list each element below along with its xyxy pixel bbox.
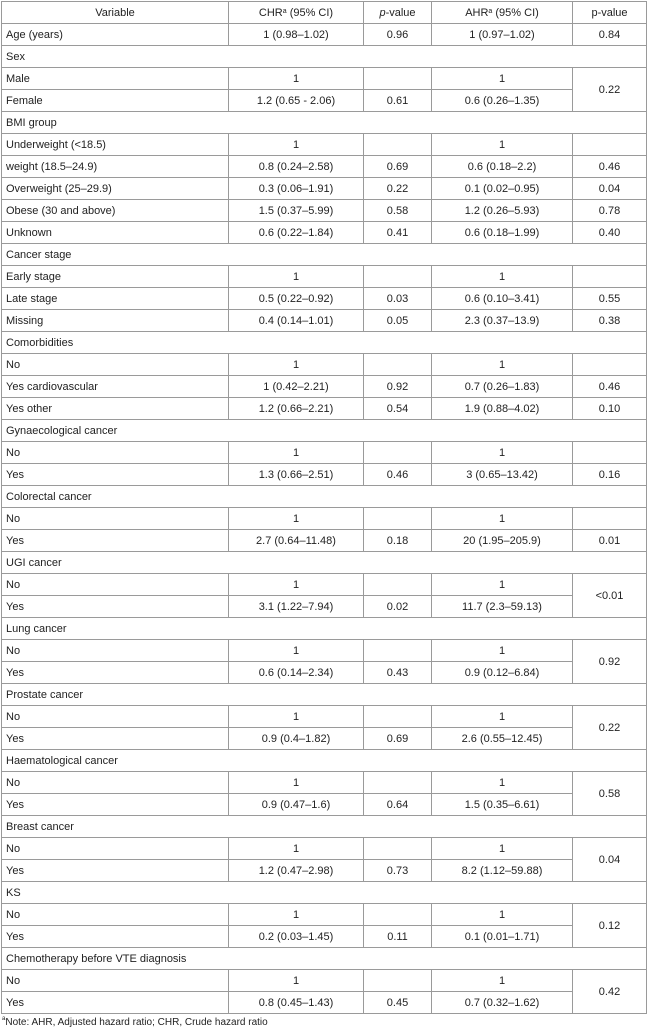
chr-cell: 0.8 (0.24–2.58): [229, 156, 364, 178]
adjusted-p-value-cell: 0.22: [573, 706, 647, 750]
table-row: [2, 200, 647, 222]
p-value-cell: 0.64: [364, 794, 432, 816]
adjusted-p-value-cell: 0.38: [573, 310, 647, 332]
group-title: Cancer stage: [2, 244, 647, 266]
variable-cell: Late stage: [2, 288, 229, 310]
ahr-cell: 1: [432, 772, 573, 794]
p-value-cell: 0.58: [364, 200, 432, 222]
table-row: [2, 706, 647, 728]
group-heading-row: [2, 816, 647, 838]
group-heading-row: [2, 882, 647, 904]
p-value-cell: [364, 772, 432, 794]
variable-cell: Yes: [2, 464, 229, 486]
p-value-cell: 0.18: [364, 530, 432, 552]
ahr-cell: 1: [432, 970, 573, 992]
chr-cell: 1.2 (0.66–2.21): [229, 398, 364, 420]
adjusted-p-value-cell: <0.01: [573, 574, 647, 618]
table-row: [2, 662, 647, 684]
chr-cell: 1: [229, 904, 364, 926]
table-row: [2, 178, 647, 200]
variable-cell: Female: [2, 90, 229, 112]
adjusted-p-value-cell: 0.16: [573, 464, 647, 486]
ahr-cell: 0.9 (0.12–6.84): [432, 662, 573, 684]
group-heading-row: [2, 618, 647, 640]
p-value-cell: 0.41: [364, 222, 432, 244]
ahr-cell: 1: [432, 354, 573, 376]
p-value-cell: 0.11: [364, 926, 432, 948]
chr-cell: 1: [229, 442, 364, 464]
group-title: KS: [2, 882, 647, 904]
group-heading-row: [2, 552, 647, 574]
chr-cell: 0.2 (0.03–1.45): [229, 926, 364, 948]
ahr-cell: 1: [432, 266, 573, 288]
ahr-cell: 1: [432, 706, 573, 728]
ahr-cell: 1: [432, 574, 573, 596]
ahr-cell: 0.7 (0.32–1.62): [432, 992, 573, 1014]
table-row: [2, 90, 647, 112]
p-value-cell: 0.69: [364, 156, 432, 178]
p-value-cell: 0.46: [364, 464, 432, 486]
ahr-cell: 3 (0.65–13.42): [432, 464, 573, 486]
variable-cell: No: [2, 772, 229, 794]
p-value-cell: 0.96: [364, 24, 432, 46]
chr-cell: 0.4 (0.14–1.01): [229, 310, 364, 332]
variable-cell: No: [2, 706, 229, 728]
p-value-cell: [364, 134, 432, 156]
p-value-cell: [364, 442, 432, 464]
group-title: Gynaecological cancer: [2, 420, 647, 442]
table-row: [2, 24, 647, 46]
adjusted-p-value-cell: [573, 442, 647, 464]
variable-cell: Age (years): [2, 24, 229, 46]
table-row: [2, 310, 647, 332]
chr-cell: 1: [229, 266, 364, 288]
group-heading-row: [2, 112, 647, 134]
adjusted-p-value-cell: 0.55: [573, 288, 647, 310]
group-heading-row: [2, 332, 647, 354]
chr-cell: 1 (0.42–2.21): [229, 376, 364, 398]
adjusted-p-value-cell: 0.78: [573, 200, 647, 222]
variable-cell: Overweight (25–29.9): [2, 178, 229, 200]
p-value-cell: 0.54: [364, 398, 432, 420]
p-value-cell: [364, 706, 432, 728]
chr-cell: 1: [229, 838, 364, 860]
adjusted-p-value-cell: [573, 354, 647, 376]
chr-cell: 0.8 (0.45–1.43): [229, 992, 364, 1014]
p-value-cell: [364, 904, 432, 926]
ahr-cell: 0.6 (0.26–1.35): [432, 90, 573, 112]
table-row: [2, 134, 647, 156]
ahr-cell: 0.7 (0.26–1.83): [432, 376, 573, 398]
variable-cell: No: [2, 640, 229, 662]
variable-cell: No: [2, 838, 229, 860]
ahr-cell: 11.7 (2.3–59.13): [432, 596, 573, 618]
p-value-cell: 0.73: [364, 860, 432, 882]
adjusted-p-value-cell: 0.58: [573, 772, 647, 816]
group-heading-row: [2, 750, 647, 772]
table-row: [2, 156, 647, 178]
header-p-value-2: p-value: [573, 2, 647, 24]
chr-cell: 1.2 (0.65 - 2.06): [229, 90, 364, 112]
table-row: [2, 970, 647, 992]
variable-cell: No: [2, 970, 229, 992]
group-title: UGI cancer: [2, 552, 647, 574]
chr-cell: 1: [229, 68, 364, 90]
group-title: Haematological cancer: [2, 750, 647, 772]
adjusted-p-value-cell: [573, 266, 647, 288]
table-row: [2, 794, 647, 816]
table-row: [2, 376, 647, 398]
table-row: [2, 596, 647, 618]
ahr-cell: 1.2 (0.26–5.93): [432, 200, 573, 222]
p-value-cell: 0.69: [364, 728, 432, 750]
variable-cell: Obese (30 and above): [2, 200, 229, 222]
ahr-cell: 2.6 (0.55–12.45): [432, 728, 573, 750]
group-heading-row: [2, 46, 647, 68]
table-row: [2, 838, 647, 860]
table-row: [2, 222, 647, 244]
ahr-cell: 0.1 (0.01–1.71): [432, 926, 573, 948]
variable-cell: Underweight (<18.5): [2, 134, 229, 156]
adjusted-p-value-cell: 0.40: [573, 222, 647, 244]
chr-cell: 1: [229, 574, 364, 596]
table-row: [2, 354, 647, 376]
variable-cell: Yes: [2, 530, 229, 552]
variable-cell: Yes: [2, 860, 229, 882]
ahr-cell: 1 (0.97–1.02): [432, 24, 573, 46]
table-row: [2, 398, 647, 420]
table-body: [2, 24, 647, 1014]
chr-cell: 1.5 (0.37–5.99): [229, 200, 364, 222]
variable-cell: Missing: [2, 310, 229, 332]
chr-cell: 0.6 (0.22–1.84): [229, 222, 364, 244]
ahr-cell: 1: [432, 68, 573, 90]
ahr-cell: 1.9 (0.88–4.02): [432, 398, 573, 420]
group-title: Comorbidities: [2, 332, 647, 354]
variable-cell: Yes: [2, 992, 229, 1014]
chr-cell: 1.3 (0.66–2.51): [229, 464, 364, 486]
variable-cell: Unknown: [2, 222, 229, 244]
chr-cell: 0.9 (0.47–1.6): [229, 794, 364, 816]
variable-cell: No: [2, 574, 229, 596]
chr-cell: 0.3 (0.06–1.91): [229, 178, 364, 200]
ahr-cell: 1: [432, 640, 573, 662]
adjusted-p-value-cell: 0.01: [573, 530, 647, 552]
hazard-ratio-table: [1, 1, 647, 1014]
ahr-cell: 1: [432, 904, 573, 926]
table-row: [2, 904, 647, 926]
variable-cell: Yes: [2, 728, 229, 750]
p-value-cell: [364, 970, 432, 992]
chr-cell: 1 (0.98–1.02): [229, 24, 364, 46]
p-value-cell: 0.43: [364, 662, 432, 684]
chr-cell: 1: [229, 354, 364, 376]
group-heading-row: [2, 244, 647, 266]
p-value-cell: [364, 838, 432, 860]
variable-cell: Yes: [2, 662, 229, 684]
header-variable: Variable: [2, 2, 229, 24]
group-heading-row: [2, 486, 647, 508]
header-chr: CHR$^a$ (95% CI): [229, 2, 364, 24]
table-row: [2, 68, 647, 90]
group-title: Breast cancer: [2, 816, 647, 838]
chr-cell: 2.7 (0.64–11.48): [229, 530, 364, 552]
table-row: [2, 640, 647, 662]
table-row: [2, 288, 647, 310]
adjusted-p-value-cell: 0.84: [573, 24, 647, 46]
group-title: Prostate cancer: [2, 684, 647, 706]
chr-cell: 1: [229, 134, 364, 156]
table-row: [2, 508, 647, 530]
table-row: [2, 442, 647, 464]
ahr-cell: 1: [432, 838, 573, 860]
variable-cell: Yes: [2, 926, 229, 948]
variable-cell: No: [2, 442, 229, 464]
table-footnote: $^a$Note: AHR, Adjusted hazard ratio; CHR, Crude hazard ratio: [2, 1016, 268, 1028]
group-title: Chemotherapy before VTE diagnosis: [2, 948, 647, 970]
p-value-cell: 0.02: [364, 596, 432, 618]
p-value-cell: [364, 68, 432, 90]
chr-cell: 3.1 (1.22–7.94): [229, 596, 364, 618]
variable-cell: Yes: [2, 596, 229, 618]
table-row: [2, 772, 647, 794]
ahr-cell: 0.6 (0.10–3.41): [432, 288, 573, 310]
table-row: [2, 266, 647, 288]
table-row: [2, 464, 647, 486]
p-value-cell: [364, 640, 432, 662]
chr-cell: 1: [229, 508, 364, 530]
group-title: Lung cancer: [2, 618, 647, 640]
ahr-cell: 2.3 (0.37–13.9): [432, 310, 573, 332]
adjusted-p-value-cell: 0.46: [573, 156, 647, 178]
table-header-row: [2, 2, 647, 24]
ahr-cell: 0.6 (0.18–2.2): [432, 156, 573, 178]
variable-cell: No: [2, 508, 229, 530]
adjusted-p-value-cell: 0.04: [573, 178, 647, 200]
header-p-value-1: p-value: [364, 2, 432, 24]
variable-cell: weight (18.5–24.9): [2, 156, 229, 178]
table-row: [2, 574, 647, 596]
p-value-cell: [364, 508, 432, 530]
ahr-cell: 1: [432, 134, 573, 156]
chr-cell: 1: [229, 706, 364, 728]
table-row: [2, 860, 647, 882]
p-value-cell: 0.05: [364, 310, 432, 332]
group-title: Sex: [2, 46, 647, 68]
ahr-cell: 0.6 (0.18–1.99): [432, 222, 573, 244]
ahr-cell: 0.1 (0.02–0.95): [432, 178, 573, 200]
p-value-cell: 0.03: [364, 288, 432, 310]
adjusted-p-value-cell: [573, 134, 647, 156]
chr-cell: 0.9 (0.4–1.82): [229, 728, 364, 750]
adjusted-p-value-cell: 0.22: [573, 68, 647, 112]
ahr-cell: 8.2 (1.12–59.88): [432, 860, 573, 882]
adjusted-p-value-cell: 0.42: [573, 970, 647, 1014]
variable-cell: Yes: [2, 794, 229, 816]
p-value-cell: [364, 574, 432, 596]
group-title: Colorectal cancer: [2, 486, 647, 508]
group-heading-row: [2, 684, 647, 706]
p-value-cell: 0.92: [364, 376, 432, 398]
p-value-cell: 0.22: [364, 178, 432, 200]
p-value-cell: 0.45: [364, 992, 432, 1014]
ahr-cell: 1.5 (0.35–6.61): [432, 794, 573, 816]
adjusted-p-value-cell: 0.04: [573, 838, 647, 882]
ahr-cell: 20 (1.95–205.9): [432, 530, 573, 552]
p-value-cell: 0.61: [364, 90, 432, 112]
adjusted-p-value-cell: [573, 508, 647, 530]
adjusted-p-value-cell: 0.12: [573, 904, 647, 948]
chr-cell: 1: [229, 772, 364, 794]
p-value-cell: [364, 266, 432, 288]
chr-cell: 1: [229, 640, 364, 662]
adjusted-p-value-cell: 0.46: [573, 376, 647, 398]
group-heading-row: [2, 948, 647, 970]
ahr-cell: 1: [432, 442, 573, 464]
table-row: [2, 728, 647, 750]
variable-cell: Yes other: [2, 398, 229, 420]
adjusted-p-value-cell: 0.92: [573, 640, 647, 684]
chr-cell: 1.2 (0.47–2.98): [229, 860, 364, 882]
group-heading-row: [2, 420, 647, 442]
ahr-cell: 1: [432, 508, 573, 530]
variable-cell: No: [2, 354, 229, 376]
variable-cell: No: [2, 904, 229, 926]
adjusted-p-value-cell: 0.10: [573, 398, 647, 420]
variable-cell: Male: [2, 68, 229, 90]
chr-cell: 1: [229, 970, 364, 992]
variable-cell: Early stage: [2, 266, 229, 288]
table-row: [2, 926, 647, 948]
table-row: [2, 992, 647, 1014]
header-ahr: AHR$^a$ (95% CI): [432, 2, 573, 24]
table-row: [2, 530, 647, 552]
chr-cell: 0.6 (0.14–2.34): [229, 662, 364, 684]
chr-cell: 0.5 (0.22–0.92): [229, 288, 364, 310]
p-value-cell: [364, 354, 432, 376]
group-title: BMI group: [2, 112, 647, 134]
variable-cell: Yes cardiovascular: [2, 376, 229, 398]
